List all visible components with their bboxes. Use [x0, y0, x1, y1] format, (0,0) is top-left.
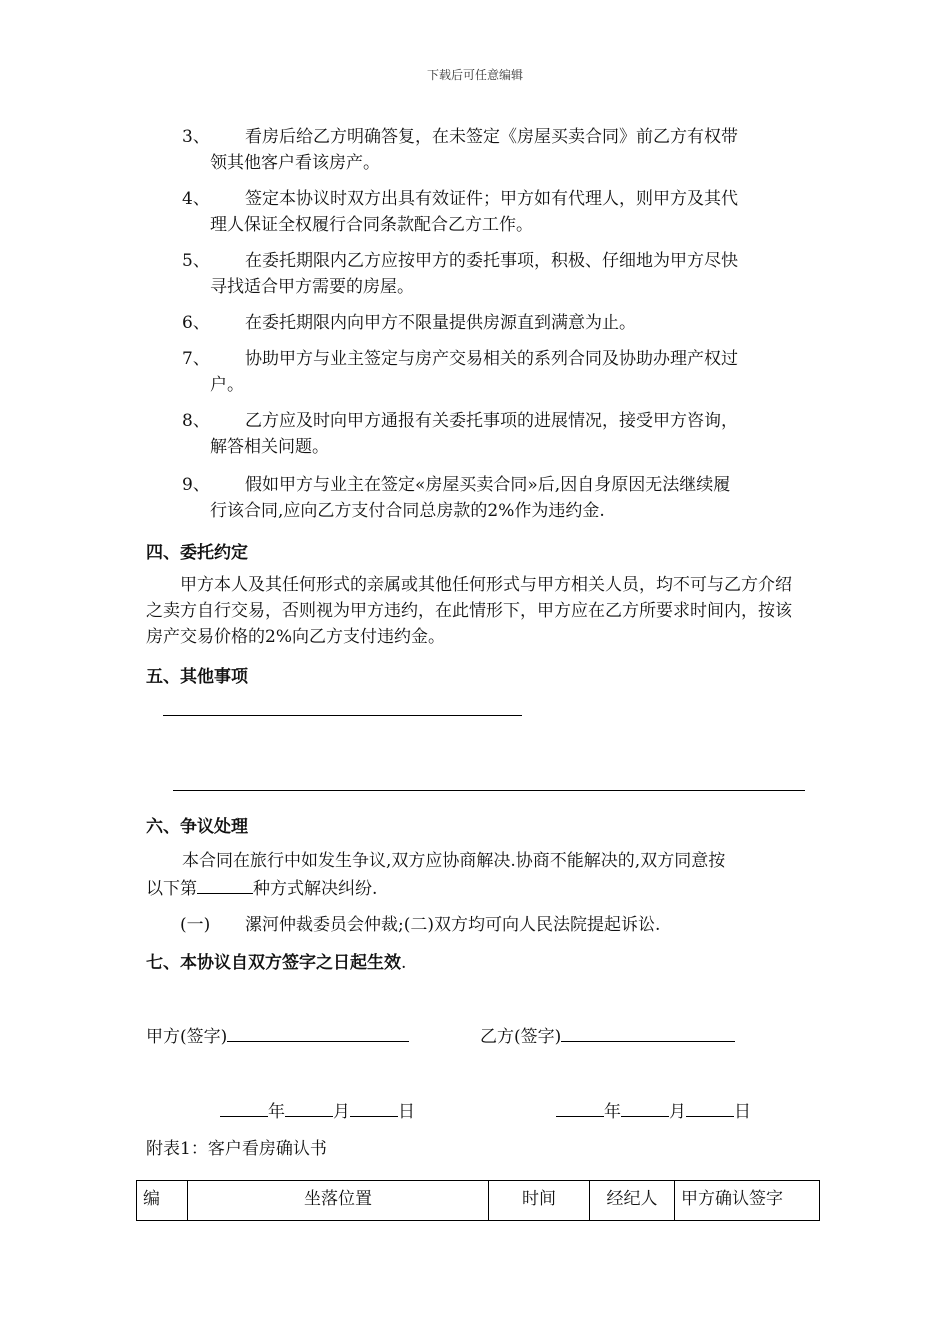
party-a-date — [220, 1097, 415, 1122]
section-heading-4: 四、委托约定 — [146, 543, 248, 563]
viewing-confirmation-table — [136, 1180, 820, 1221]
clause-number: 6、 — [182, 313, 210, 333]
clause-text: 在委托期限内向甲方不限量提供房源直到满意为止。 — [245, 313, 636, 333]
year-blank — [556, 1098, 604, 1117]
clause-item-6 — [182, 310, 808, 336]
clause-text: 乙方应及时向甲方通报有关委托事项的进展情况，接受甲方咨询， — [245, 411, 738, 431]
method-number-blank — [197, 875, 253, 894]
clause-text-continued: 解答相关问题。 — [210, 437, 329, 457]
clause-item-7 — [182, 346, 808, 398]
day-label: 日 — [398, 1102, 415, 1122]
column-header-agent: 经纪人 — [590, 1181, 675, 1221]
party-b-date — [556, 1097, 751, 1122]
section-6-text: 以下第 — [146, 879, 197, 899]
clause-number: 4、 — [182, 189, 210, 209]
year-label: 年 — [268, 1102, 285, 1122]
clause-text-continued: 寻找适合甲方需要的房屋。 — [210, 277, 414, 297]
day-label: 日 — [734, 1102, 751, 1122]
clause-item-5 — [182, 248, 808, 300]
month-blank — [621, 1098, 669, 1117]
column-header-location: 坐落位置 — [188, 1181, 489, 1221]
clause-number: 7、 — [182, 349, 210, 369]
clause-text: 在委托期限内乙方应按甲方的委托事项，积极、仔细地为甲方尽快 — [245, 251, 738, 271]
clause-item-3 — [182, 124, 808, 176]
dispute-options: 漯河仲裁委员会仲裁;(二)双方均可向人民法院提起诉讼. — [245, 915, 661, 935]
column-header-time: 时间 — [489, 1181, 590, 1221]
day-blank — [350, 1098, 398, 1117]
month-blank — [285, 1098, 333, 1117]
clause-number: 9、 — [182, 475, 210, 495]
party-a-signature — [146, 1022, 409, 1047]
section-6-body-continued — [146, 874, 377, 899]
table-header-row — [137, 1181, 820, 1221]
clause-item-4 — [182, 186, 808, 238]
clause-text: 看房后给乙方明确答复，在未签定《房屋买卖合同》前乙方有权带 — [245, 127, 738, 147]
day-blank — [686, 1098, 734, 1117]
section-heading-7-wrap — [146, 948, 406, 973]
month-label: 月 — [669, 1102, 686, 1122]
clause-text-continued: 领其他客户看该房产。 — [210, 153, 380, 173]
column-header-confirmation: 甲方确认签字 — [675, 1181, 820, 1221]
appendix-title: 附表1：客户看房确认书 — [146, 1139, 327, 1159]
party-b-signature — [480, 1022, 735, 1047]
party-b-label: 乙方(签字) — [480, 1027, 562, 1047]
clause-text-continued: 行该合同,应向乙方支付合同总房款的2%作为违约金. — [210, 501, 605, 521]
clause-number: 8、 — [182, 411, 210, 431]
clause-text-continued: 理人保证全权履行合同条款配合乙方工作。 — [210, 215, 533, 235]
party-a-label: 甲方(签字) — [146, 1027, 228, 1047]
column-header-number: 编 — [137, 1181, 188, 1221]
clause-number: 5、 — [182, 251, 210, 271]
section-6-body: 本合同在旅行中如发生争议,双方应协商解决.协商不能解决的,双方同意按 — [182, 851, 726, 871]
page-header: 下载后可任意编辑 — [426, 68, 523, 82]
clause-number: 3、 — [182, 127, 210, 147]
clause-text: 协助甲方与业主签定与房产交易相关的系列合同及协助办理产权过 — [245, 349, 738, 369]
party-a-signature-line — [227, 1023, 409, 1042]
section-4-body: 甲方本人及其任何形式的亲属或其他任何形式与甲方相关人员，均不可与乙方介绍之卖方自行交易，否则视为甲方违约，在此情形下，甲方应在乙方所要求时间内，按该房产交易价格的2%向乙方支付违约金。 — [146, 575, 792, 647]
section-heading-6: 六、争议处理 — [146, 817, 248, 837]
dispute-option-number: (一) — [180, 915, 211, 935]
section-6-text: 种方式解决纠纷. — [253, 879, 378, 899]
clause-text: 假如甲方与业主在签定«房屋买卖合同»后,因自身原因无法继续履 — [245, 475, 731, 495]
fill-in-line — [163, 715, 522, 716]
party-b-signature-line — [561, 1023, 735, 1042]
year-label: 年 — [604, 1102, 621, 1122]
clause-text-continued: 户。 — [210, 375, 244, 395]
month-label: 月 — [333, 1102, 350, 1122]
clause-text: 签定本协议时双方出具有效证件；甲方如有代理人，则甲方及其代 — [245, 189, 738, 209]
section-heading-5: 五、其他事项 — [146, 667, 248, 687]
clause-item-8 — [182, 408, 808, 460]
section-7-period: . — [401, 953, 407, 973]
fill-in-line — [173, 790, 805, 791]
year-blank — [220, 1098, 268, 1117]
section-heading-7: 七、本协议自双方签字之日起生效 — [146, 953, 401, 973]
clause-item-9 — [182, 472, 808, 524]
